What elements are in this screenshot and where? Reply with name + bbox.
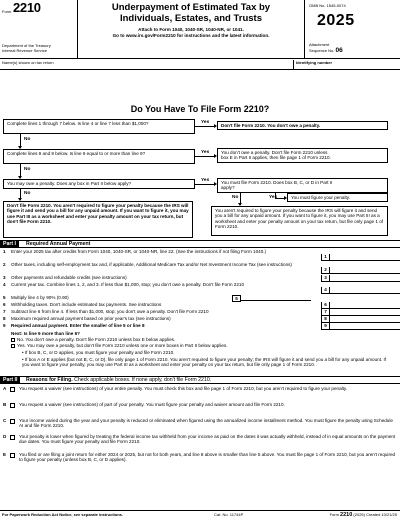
omb-number: OMB No. 1545-0074	[309, 3, 346, 8]
sequence-label: Sequence No.	[309, 48, 335, 53]
no-checkbox[interactable]	[11, 338, 15, 342]
line-8-text: Maximum required annual payment based on prior year's tax (see instructions)	[11, 316, 171, 321]
line-7-amount[interactable]	[330, 309, 400, 316]
name-rule	[0, 69, 400, 70]
line-5-number: 5	[3, 295, 6, 300]
footer-revision: (2025) Created 10/21/25	[353, 512, 397, 517]
part1-label: Part I	[0, 241, 19, 248]
line-1-text: Enter your 2025 tax after credits from Form 1040, 1040-SR, or 1040-NR, line 22. (See the instructions if not filing Form 1040.)	[11, 249, 267, 254]
reason-c	[0, 418, 400, 430]
line-3-number: 3	[3, 275, 6, 280]
yes-checkbox[interactable]	[11, 344, 15, 348]
form-title	[78, 3, 304, 24]
reason-a-text: You request a waiver (see instructions) of your entire penalty. You must check this box and file page 1 of Form 2210, but you aren't required to figure your penalty.	[19, 386, 348, 391]
goto-instruction: Go to www.irs.gov/Form2210 for instructions and the latest information.	[112, 33, 270, 38]
q1-no-label: No	[24, 137, 31, 142]
q3-yes-label: Yes	[201, 178, 210, 183]
line-7-number: 7	[3, 309, 6, 314]
line-6-number: 6	[3, 302, 6, 307]
result-2-line-2: box E in Part II applies, then file page 1 of Form 2210.	[221, 155, 331, 161]
reason-b-letter: B	[3, 402, 7, 407]
line-6-text: Withholding taxes. Don't include estimated tax payments. See instructions	[11, 302, 162, 307]
q2-yes-line	[195, 156, 215, 157]
line-2-box: 2	[321, 267, 330, 274]
reason-b-text: You request a waiver (see instructions) of part of your penalty. You must figure your penalty and waiver amount and file Form 2210.	[19, 402, 285, 407]
dept-line-1: Department of the Treasury	[2, 43, 51, 48]
line-4-amount[interactable]	[330, 287, 400, 294]
line-8-number: 8	[3, 316, 6, 321]
line-5-amount[interactable]	[241, 295, 311, 301]
line-6-box: 6	[321, 302, 330, 309]
form-number: 2210	[13, 0, 41, 15]
line-9-number: 9	[3, 323, 6, 328]
no-option-text: No. You don't owe a penalty. Don't file Form 2210 unless box E below applies.	[17, 337, 176, 342]
line-5-text: Multiply line 4 by 90% (0.90)	[11, 295, 69, 300]
sequence	[309, 47, 343, 54]
bullet-1: • If box B, C, or D applies, you must figure your penalty and file Form 2210.	[22, 350, 175, 355]
reason-a-checkbox[interactable]	[10, 387, 15, 392]
omb-block	[304, 0, 400, 58]
reason-c-letter: C	[3, 418, 7, 423]
reason-e-text: You filed or are filing a joint return for either 2024 or 2025, but not for both years, and line 8 above is smaller than line 5 above. You must file page 1 of Form 2210, but you aren't required to figure your penalty (unless box B, C, or D applies).	[19, 452, 396, 463]
part2-label: Part II	[0, 377, 20, 384]
catalog-number: Cat. No. 11744P	[214, 512, 244, 517]
line-4-box: 4	[321, 287, 330, 294]
line-9-box: 9	[321, 323, 330, 330]
part2-description: Check applicable boxes. If none apply, don't file Form 2210.	[74, 377, 212, 383]
line-5-box: 5	[232, 295, 241, 302]
form-id-block	[0, 0, 78, 58]
line-7-text: Subtract line 6 from line 4. If less than $1,000, stop; you don't owe a penalty. Don't file Form 2210	[11, 309, 209, 314]
attach-instruction: Attach to Form 1040, 1040-SR, 1040-NR, or 1041.	[138, 27, 244, 32]
reason-d-letter: D	[3, 434, 7, 439]
left-outcome-box	[3, 201, 193, 238]
reason-d	[0, 434, 400, 446]
left-outcome-text: Don't file Form 2210. You aren't required to figure your penalty because the IRS will figure it and send you a bill for any unpaid amount. If you want to figure it, you may use Part III as a worksheet and enter your penalty amount on your tax return, but don't file Form 2210.	[7, 203, 189, 225]
line-1-box: 1	[321, 254, 330, 261]
reason-d-checkbox[interactable]	[10, 435, 15, 440]
form-footer	[0, 510, 400, 519]
bullet-2-text: If box A or E applies (but not B, C, or D), file only page 1 of Form 2210. You aren't required to figure your penalty; the IRS will figure it and send you a bill for any unpaid amount. If you want to figure your penalty, you may use Part III as a worksheet and enter your penalty on your tax return, but file only page 1 of Form 2210.	[22, 357, 387, 368]
flowchart-heading: Do You Have To File Form 2210?	[130, 104, 270, 114]
q2-no-label: No	[24, 167, 31, 172]
identifying-number-label[interactable]: Identifying number	[293, 60, 332, 70]
line-3-text: Other payments and refundable credits (see instructions)	[11, 275, 127, 280]
reason-a	[0, 386, 400, 398]
part1-title: Required Annual Payment	[26, 241, 91, 247]
sequence-number: 06	[335, 47, 343, 54]
dept-line-2: Internal Revenue Service	[2, 48, 47, 53]
part1-header	[0, 240, 400, 248]
tax-year: 2025	[317, 12, 355, 29]
part2-title: Reasons for Filing.	[26, 377, 73, 383]
reason-b-checkbox[interactable]	[10, 403, 15, 408]
line-2-amount[interactable]	[330, 267, 400, 274]
q3-no-label: No	[24, 191, 31, 196]
line-2-number: 2	[3, 262, 6, 267]
result-3-line-1: You must file Form 2210. Does box B, C, or D in Part II	[221, 180, 333, 185]
result-2-line-1: You don't owe a penalty. Don't file Form 2210 unless	[221, 150, 328, 155]
form-title-block	[78, 0, 304, 58]
line-6-amount[interactable]	[330, 302, 400, 309]
name-row	[0, 59, 400, 69]
yes-option	[11, 343, 396, 348]
right-outcome-box: You aren't required to figure your penalty because the IRS will figure it and send you a bill for any unpaid amount. If you want to figure it, you may use Part III as a worksheet and enter your penalty amount on your tax return, but file only page 1 of Form 2210.	[211, 206, 388, 236]
q3-yes-line	[195, 184, 215, 185]
q1-yes-line	[195, 126, 215, 127]
footer-form-label: Form	[329, 512, 339, 517]
r3-yes-label: Yes	[269, 195, 278, 200]
attachment-label: Attachment	[309, 42, 330, 47]
line-4-number: 4	[3, 282, 6, 287]
part2-header	[0, 376, 400, 384]
result-3-box	[217, 178, 388, 193]
no-option	[11, 337, 396, 342]
line-2-text: Other taxes, including self-employment tax and, if applicable, Additional Medicare Tax and/or Net Investment Income Tax (see instructions)	[11, 262, 292, 267]
paperwork-notice: For Paperwork Reduction Act Notice, see separate instructions.	[2, 512, 123, 517]
footer-form-id	[330, 512, 397, 518]
result-1-box: Don't file Form 2210. You don't owe a penalty.	[217, 121, 388, 130]
title-line-1: Underpayment of Estimated Tax by	[111, 2, 271, 13]
reason-c-checkbox[interactable]	[10, 419, 15, 424]
q2-yes-label: Yes	[201, 150, 210, 155]
line-5	[0, 295, 400, 301]
form-header	[0, 0, 400, 58]
reason-c-text: Your income varied during the year and your penalty is reduced or eliminated when figured using the annualized income installment method. You must figure the penalty using Schedule AI and file Form 2210.	[19, 418, 393, 429]
reason-a-letter: A	[3, 386, 7, 391]
line-3-amount[interactable]	[330, 275, 400, 282]
r3-no-label: No	[232, 195, 239, 200]
next-question: Next: Is line 9 more than line 6?	[11, 331, 80, 336]
result-2-box	[217, 148, 388, 163]
line-4-text: Current year tax. Combine lines 1, 2, and 3. If less than $1,000, stop; you don't owe a penalty. Don't file Form 2210	[11, 282, 245, 287]
question-1-box: Complete lines 1 through 7 below. Is line 4 or line 7 less than $1,000?	[3, 119, 195, 134]
reason-b	[0, 402, 400, 414]
reason-e	[0, 452, 400, 464]
bullet-1-text: If box B, C, or D applies, you must figure your penalty and file Form 2210.	[24, 350, 175, 355]
line-9-amount[interactable]	[330, 323, 400, 330]
line-1-amount[interactable]	[330, 254, 400, 261]
part2-title-group	[26, 377, 211, 384]
reason-e-letter: E	[3, 452, 7, 457]
result-4-box: You must figure your penalty.	[287, 193, 388, 202]
line-9-text: Required annual payment. Enter the smaller of line 5 or line 8	[11, 323, 145, 328]
question-2-box: Complete lines 8 and 9 below. Is line 6 equal to or more than line 9?	[3, 149, 195, 164]
reason-e-checkbox[interactable]	[10, 453, 15, 458]
department	[2, 43, 51, 53]
line-1-number: 1	[3, 249, 6, 254]
names-field-label[interactable]: Name(s) shown on tax return	[2, 60, 54, 65]
question-3-box: You may owe a penalty. Does any box in Part II below apply?	[3, 179, 195, 189]
result-3-line-2: apply?	[221, 185, 235, 191]
yes-option-text: Yes. You may owe a penalty, but don't file Form 2210 unless one or more boxes in Part II below applies.	[17, 343, 228, 348]
line-3-box: 3	[321, 275, 330, 282]
line-7-box: 7	[321, 309, 330, 316]
line-8-amount[interactable]	[330, 316, 400, 323]
line-8-box: 8	[321, 316, 330, 323]
q1-yes-label: Yes	[201, 120, 210, 125]
title-line-2: Individuals, Estates, and Trusts	[119, 12, 262, 24]
reason-d-text: Your penalty is lower when figured by treating the federal income tax withheld from your income as paid on the dates it was actually withheld, instead of in equal amounts on the payment due dates. You must figure your penalty and file Form 2210.	[19, 434, 396, 445]
bullet-2: • If box A or E applies (but not B, C, or D), file only page 1 of Form 2210. You aren't required to figure your penalty; the IRS will figure it and send you a bill for any unpaid amount. If you want to figure your penalty, you may use Part III as a worksheet and enter your penalty on your tax return, but file only page 1 of Form 2210.	[22, 357, 387, 368]
footer-form-number: 2210	[340, 512, 353, 518]
form-label: Form	[2, 9, 12, 14]
